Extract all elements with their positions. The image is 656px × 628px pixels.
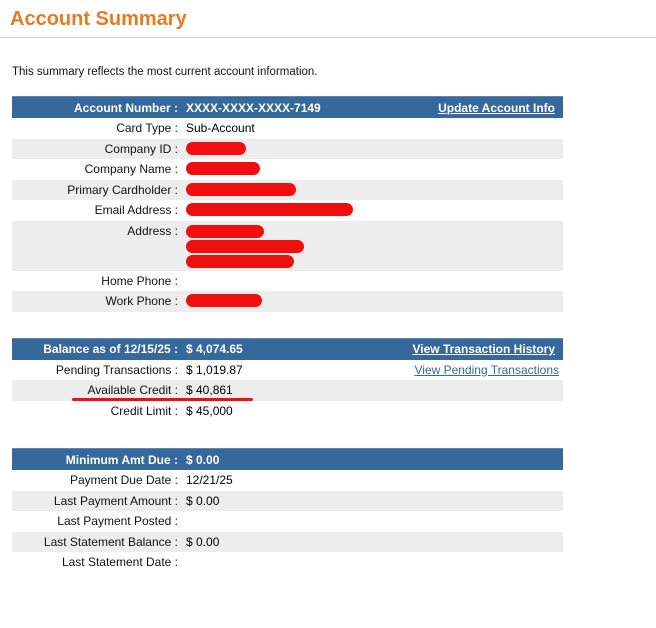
available-credit-row <box>12 380 563 401</box>
page-subtitle: This summary reflects the most current account information. <box>12 66 318 78</box>
redaction-bar <box>186 142 246 155</box>
page-title: Account Summary <box>10 8 187 30</box>
last-statement-balance-row <box>12 532 563 553</box>
balance-value: $ 4,074.65 <box>186 342 243 356</box>
work-phone-row <box>12 291 563 312</box>
card-type-row <box>12 118 563 139</box>
credit-limit-label: Credit Limit : <box>110 403 178 418</box>
company-name-row <box>12 159 563 180</box>
available-credit-label: Available Credit : <box>87 383 178 397</box>
account-info-table <box>12 96 563 312</box>
last-payment-amount-value: $ 0.00 <box>186 493 220 508</box>
pending-transactions-label: Pending Transactions : <box>55 362 178 377</box>
company-id-value <box>178 139 246 160</box>
last-payment-posted-label: Last Payment Posted : <box>57 514 178 528</box>
home-phone-label: Home Phone : <box>101 273 178 288</box>
last-payment-posted-row <box>12 511 563 532</box>
balance-table <box>12 338 563 422</box>
last-statement-balance-value: $ 0.00 <box>186 534 220 549</box>
pending-transactions-row <box>12 360 563 381</box>
address-row <box>12 221 563 271</box>
pending-transactions-value: $ 1,019.87 <box>186 362 243 377</box>
last-statement-date-row <box>12 552 563 573</box>
last-payment-amount-label: Last Payment Amount : <box>53 493 178 508</box>
card-type-label: Card Type : <box>116 121 178 135</box>
balance-header <box>12 338 563 360</box>
redaction-bar <box>186 240 304 253</box>
minimum-amt-due-value: $ 0.00 <box>186 452 220 467</box>
work-phone-value <box>178 291 262 312</box>
payment-due-date-label: Payment Due Date : <box>69 473 178 487</box>
credit-limit-row <box>12 401 563 422</box>
update-account-info-link[interactable]: Update Account Info <box>438 100 555 115</box>
redaction-bar <box>186 203 353 216</box>
payment-due-date-row <box>12 470 563 491</box>
work-phone-label: Work Phone : <box>105 294 178 308</box>
primary-cardholder-row <box>12 180 563 201</box>
email-address-label: Email Address : <box>94 203 178 217</box>
company-id-row <box>12 139 563 160</box>
redaction-bar <box>186 162 260 175</box>
minimum-amt-due-header <box>12 448 563 470</box>
home-phone-row <box>12 271 563 292</box>
email-address-row <box>12 200 563 221</box>
minimum-amt-due-label: Minimum Amt Due : <box>65 452 178 467</box>
credit-limit-value: $ 45,000 <box>186 403 233 418</box>
title-divider <box>0 37 656 38</box>
account-summary-page <box>0 8 656 573</box>
payment-table <box>12 448 563 573</box>
company-id-label: Company ID : <box>104 141 178 156</box>
last-payment-amount-row <box>12 491 563 512</box>
view-transaction-history-link[interactable]: View Transaction History <box>412 342 555 356</box>
redaction-bar <box>186 294 262 307</box>
account-number-value: XXXX-XXXX-XXXX-7149 <box>186 100 321 115</box>
address-label: Address : <box>127 223 178 238</box>
payment-due-date-value: 12/21/25 <box>186 473 233 487</box>
view-pending-transactions-link[interactable]: View Pending Transactions <box>414 362 559 377</box>
address-value <box>178 221 304 268</box>
redaction-bar <box>186 255 294 268</box>
primary-cardholder-value <box>178 180 296 201</box>
account-number-header <box>12 96 563 118</box>
card-type-value: Sub-Account <box>186 121 255 135</box>
company-name-label: Company Name : <box>84 162 178 176</box>
last-statement-balance-label: Last Statement Balance : <box>43 534 178 549</box>
redaction-bar <box>186 183 296 196</box>
email-address-value <box>178 200 353 221</box>
redaction-bar <box>186 225 264 238</box>
account-number-label: Account Number : <box>73 100 178 115</box>
last-statement-date-label: Last Statement Date : <box>61 555 178 569</box>
primary-cardholder-label: Primary Cardholder : <box>67 182 178 197</box>
available-credit-value: $ 40,861 <box>186 383 233 397</box>
company-name-value <box>178 159 260 180</box>
red-underline-annotation <box>72 398 253 401</box>
balance-label: Balance as of 12/15/25 : <box>43 342 178 356</box>
